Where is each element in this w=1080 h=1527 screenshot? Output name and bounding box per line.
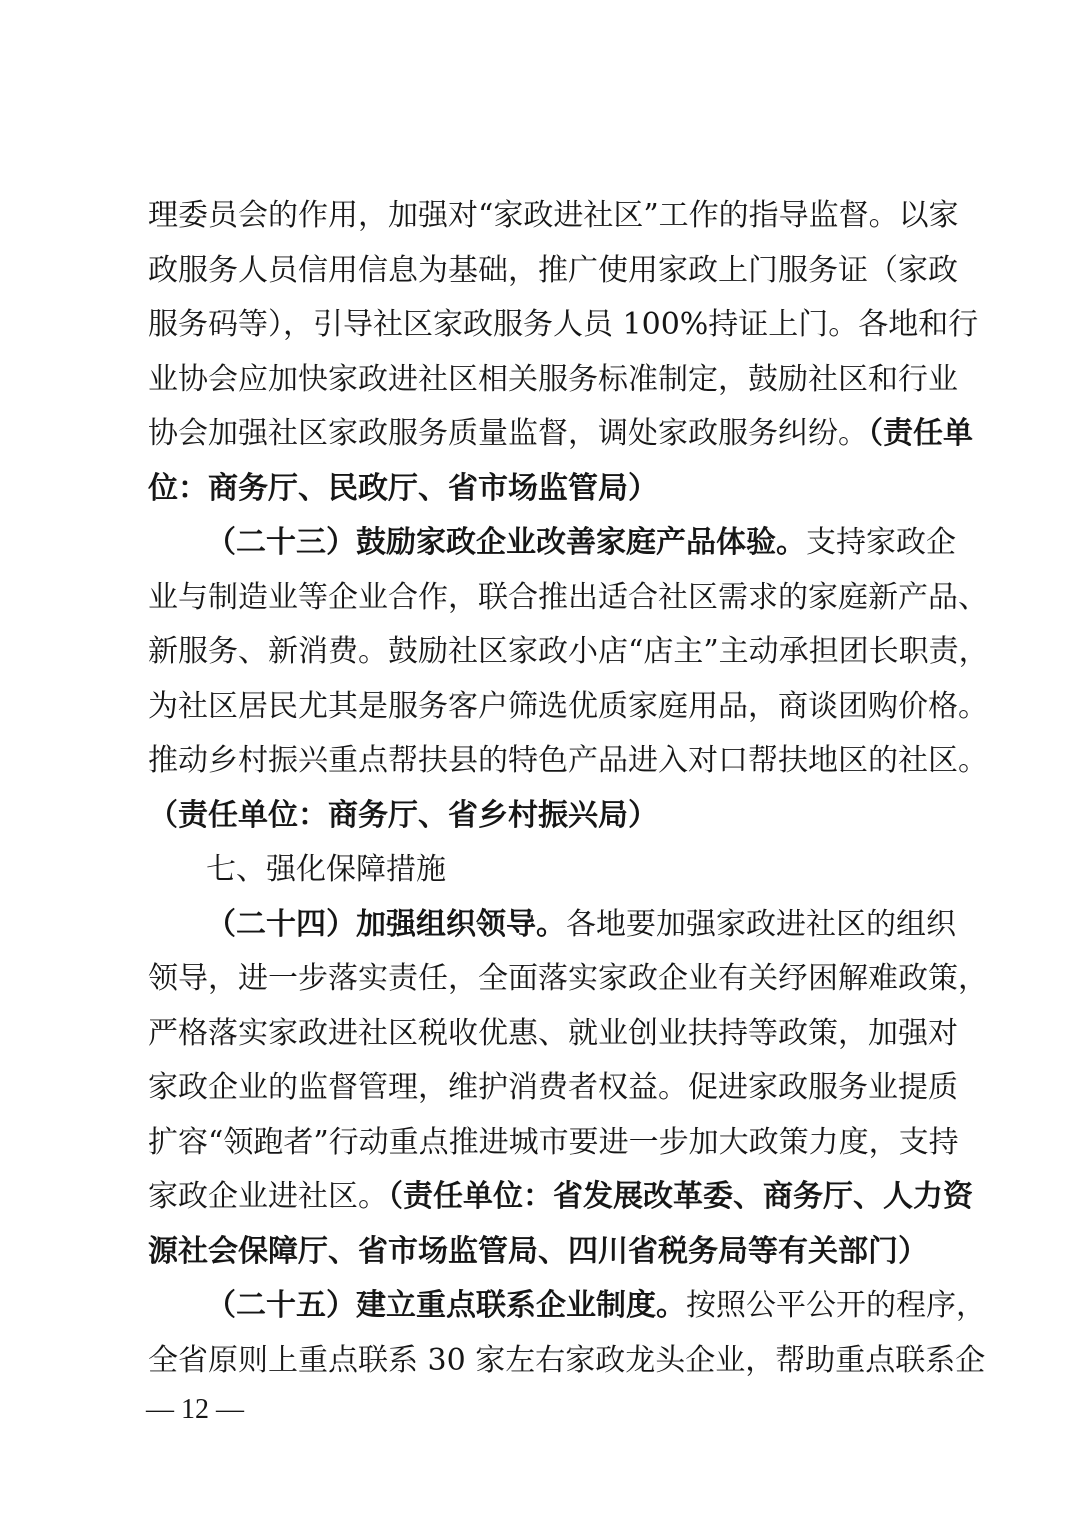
text-line: 新服务、新消费。鼓励社区家政小店“店主”主动承担团长职责，: [148, 634, 989, 669]
text-line: 全省原则上重点联系 30 家左右家政龙头企业，帮助重点联系企: [148, 1343, 986, 1378]
text-line: [148, 469, 938, 509]
chapter-heading: 七、强化保障措施: [206, 852, 446, 887]
section-title: （二十五）建立重点联系企业制度。: [206, 1288, 686, 1323]
text-line: 为社区居民尤其是服务客户筛选优质家庭用品，商谈团购价格。: [148, 689, 988, 724]
text-line: （二十四）加强组织领导。各地要加强家政进社区的组织: [206, 907, 956, 942]
page-number: — 12 —: [146, 1394, 244, 1425]
text-line: 推动乡村振兴重点帮扶县的特色产品进入对口帮扶地区的社区。: [148, 743, 988, 778]
text-line: 严格落实家政进社区税收优惠、就业创业扶持等政策，加强对: [148, 1016, 958, 1051]
text-line: [148, 1232, 938, 1272]
text-line: 政服务人员信用信息为基础，推广使用家政上门服务证（家政: [148, 253, 958, 288]
text-line: 领导，进一步落实责任，全面落实家政企业有关纾困解难政策，: [148, 961, 988, 996]
text-line: 家政企业的监督管理，维护消费者权益。促进家政服务业提质: [148, 1070, 958, 1105]
responsibility-note: 源社会保障厅、省市场监管局、四川省税务局等有关部门）: [148, 1234, 928, 1269]
text-line: （二十三）鼓励家政企业改善家庭产品体验。支持家政企: [206, 525, 956, 560]
text-line: [148, 796, 938, 836]
text-line: 理委员会的作用，加强对“家政进社区”工作的指导监督。以家: [148, 198, 959, 233]
responsibility-note: （责任单位：省发展改革委、商务厅、人力资: [388, 1179, 973, 1214]
text-line: 家政企业进社区。（责任单位：省发展改革委、商务厅、人力资: [148, 1179, 973, 1214]
responsibility-note: 位：商务厅、民政厅、省市场监管局）: [148, 471, 658, 506]
section-title: （二十三）鼓励家政企业改善家庭产品体验。: [206, 525, 806, 560]
text-line: 协会加强社区家政服务质量监督，调处家政服务纠纷。（责任单: [148, 416, 973, 451]
text-line: 业与制造业等企业合作，联合推出适合社区需求的家庭新产品、: [148, 580, 988, 615]
section-title: （二十四）加强组织领导。: [206, 907, 566, 942]
responsibility-note: （责任单: [868, 416, 973, 451]
text-line: 扩容“领跑者”行动重点推进城市要进一步加大政策力度，支持: [148, 1125, 959, 1160]
text-line: 服务码等），引导社区家政服务人员 100%持证上门。各地和行: [148, 307, 979, 342]
text-line: 业协会应加快家政进社区相关服务标准制定，鼓励社区和行业: [148, 362, 958, 397]
text-line: （二十五）建立重点联系企业制度。按照公平公开的程序，: [206, 1288, 986, 1323]
responsibility-note: （责任单位：商务厅、省乡村振兴局）: [148, 798, 658, 833]
